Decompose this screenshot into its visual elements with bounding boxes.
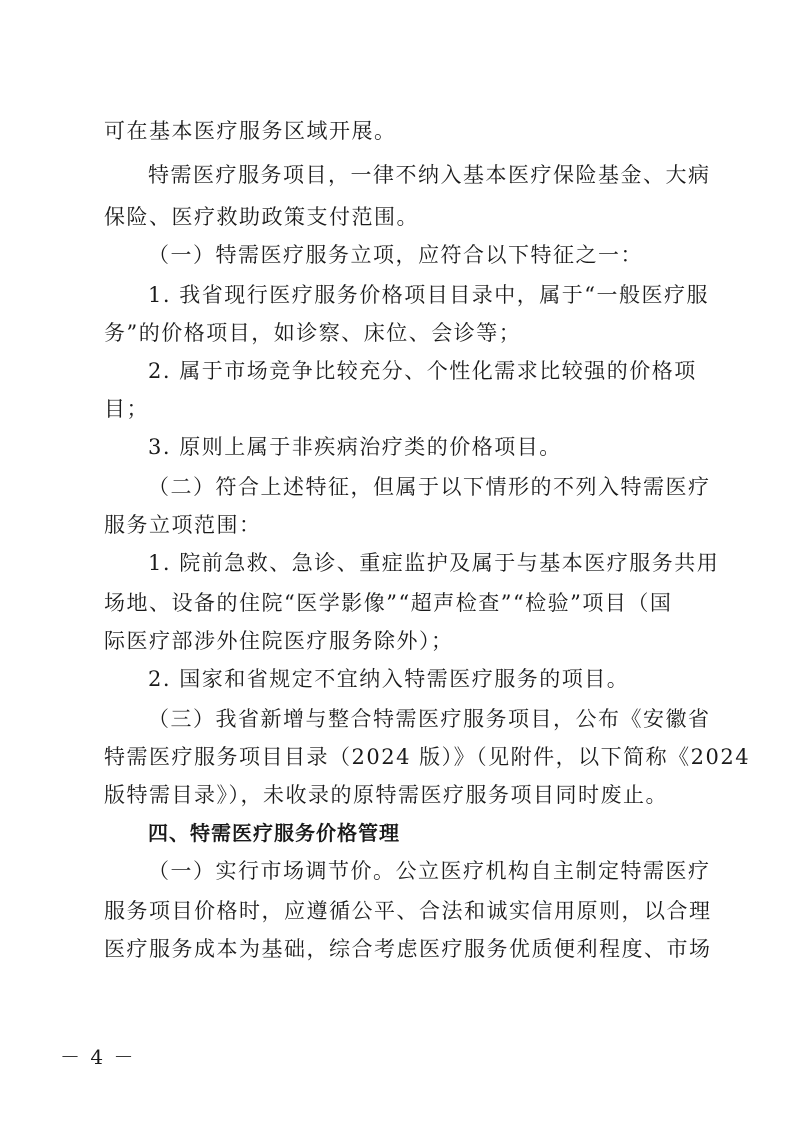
body-line: 际医疗部涉外住院医疗服务除外）； [104, 629, 454, 653]
body-line: 1. 院前急救、急诊、重症监护及属于与基本医疗服务共用 [148, 551, 720, 575]
body-line: （一）特需医疗服务立项，应符合以下特征之一： [148, 243, 643, 267]
body-line: 场地、设备的住院“医学影像”“超声检查”“检验”项目（国 [104, 591, 673, 615]
body-line: 2. 国家和省规定不宜纳入特需医疗服务的项目。 [148, 667, 630, 691]
body-line: 可在基本医疗服务区域开展。 [104, 119, 397, 143]
section-heading: 四、特需医疗服务价格管理 [148, 821, 400, 845]
body-line: 2. 属于市场竞争比较充分、个性化需求比较强的价格项 [148, 359, 697, 383]
body-line: 目； [104, 397, 149, 421]
page-number: － 4 － [60, 1045, 136, 1069]
body-line: 服务立项范围： [104, 513, 262, 537]
body-line: （一）实行市场调节价。公立医疗机构自主制定特需医疗 [148, 859, 711, 883]
body-line: 版特需目录》），未收录的原特需医疗服务项目同时废止。 [104, 783, 668, 807]
body-line: （三）我省新增与整合特需医疗服务项目，公布《安徽省 [148, 707, 711, 731]
body-line: 3. 原则上属于非疾病治疗类的价格项目。 [148, 435, 562, 459]
body-line: 1. 我省现行医疗服务价格项目目录中，属于“一般医疗服 [148, 283, 709, 307]
body-line: 特需医疗服务项目目录（2024 版）》（见附件，以下简称《2024 [104, 745, 751, 769]
body-line: 服务项目价格时，应遵循公平、合法和诚实信用原则，以合理 [104, 899, 712, 923]
body-line: 保险、医疗救助政策支付范围。 [104, 205, 419, 229]
body-line: 务”的价格项目，如诊察、床位、会诊等； [104, 321, 522, 345]
body-line: （二）符合上述特征，但属于以下情形的不列入特需医疗 [148, 475, 711, 499]
body-line: 医疗服务成本为基础，综合考虑医疗服务优质便利程度、市场 [104, 937, 712, 961]
body-line: 特需医疗服务项目，一律不纳入基本医疗保险基金、大病 [148, 163, 711, 187]
